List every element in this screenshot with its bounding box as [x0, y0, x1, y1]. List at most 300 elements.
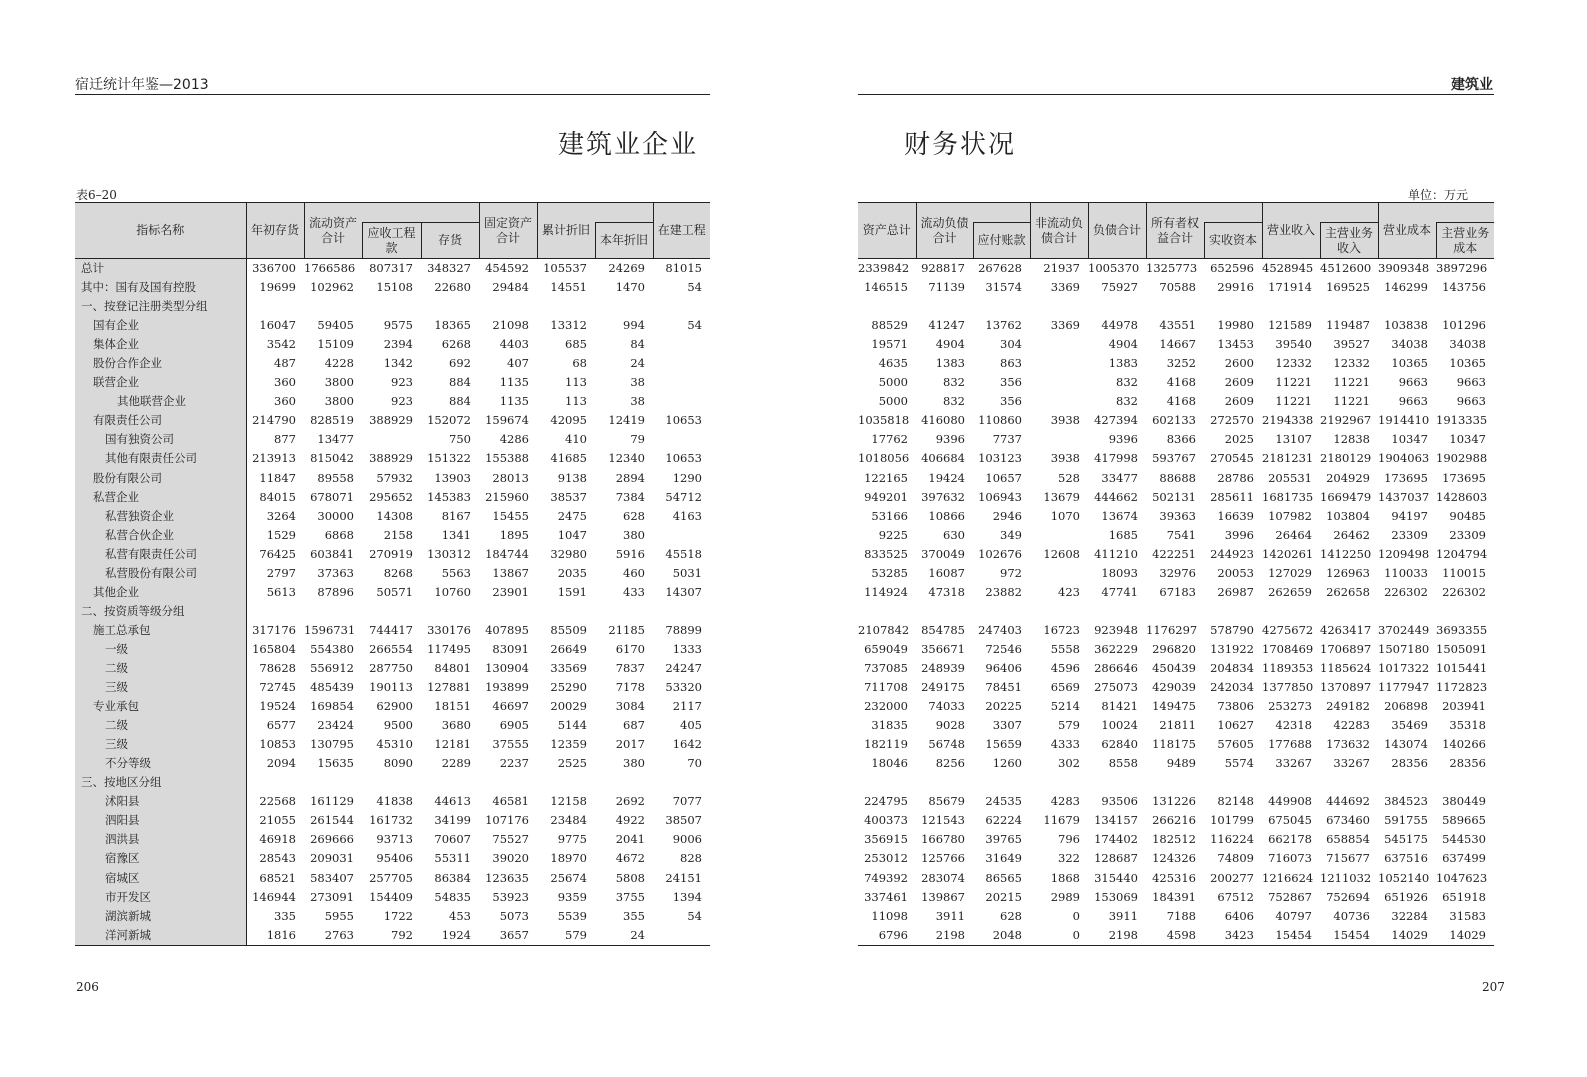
table-cell: 815042: [310, 451, 354, 466]
table-cell: 716073: [1268, 851, 1312, 866]
table-cell: [362, 297, 421, 316]
left-page: [0, 0, 790, 1077]
table-cell: 56748: [928, 737, 965, 752]
table-cell: 101296: [1442, 318, 1486, 333]
table-cell: 134157: [1094, 813, 1138, 828]
table-cell: 9028: [935, 718, 965, 733]
table-cell: 1642: [672, 737, 702, 752]
table-cell: 11679: [1043, 813, 1080, 828]
table-cell: 57932: [376, 470, 413, 485]
table-cell: 651926: [1384, 889, 1428, 904]
table-cell: 1708469: [1262, 641, 1314, 656]
table-cell: [304, 773, 362, 792]
table-cell: 113: [565, 375, 587, 390]
table-cell: 9396: [1108, 432, 1138, 447]
table-cell: 166780: [921, 832, 965, 847]
table-row: [75, 754, 710, 773]
table-cell: 130795: [310, 737, 354, 752]
table-cell: 9006: [672, 832, 702, 847]
table-cell: 82148: [1217, 794, 1254, 809]
table-cell: 7188: [1166, 908, 1196, 923]
table-cell: 10653: [665, 413, 702, 428]
table-cell: [1030, 392, 1088, 411]
table-cell: 90485: [1449, 508, 1486, 523]
header-indicator: 指标名称: [75, 203, 246, 259]
table-cell: 1507180: [1378, 641, 1430, 656]
table-cell: 296820: [1152, 641, 1196, 656]
table-cell: 31835: [871, 718, 908, 733]
table-cell: 11221: [1275, 394, 1312, 409]
table-cell: 84015: [259, 489, 296, 504]
row-label: 其他有限责任公司: [75, 449, 246, 468]
row-label: 其中：国有及国有控股: [75, 278, 246, 297]
table-row: [858, 602, 1494, 621]
table-cell: 454592: [485, 261, 529, 276]
table-cell: 7077: [672, 794, 702, 809]
table-cell: [1030, 354, 1088, 373]
header-payables: 应付账款: [973, 223, 1030, 259]
table-cell: 44613: [434, 794, 471, 809]
table-cell: 2198: [916, 926, 973, 946]
table-cell: 224795: [864, 794, 908, 809]
table-cell: 102676: [978, 546, 1022, 561]
table-cell: 3938: [1050, 413, 1080, 428]
table-cell: 423: [1058, 584, 1080, 599]
table-cell: 12158: [550, 794, 587, 809]
table-cell: 209031: [310, 851, 354, 866]
table-cell: 38537: [550, 489, 587, 504]
table-cell: 81421: [1101, 699, 1138, 714]
table-row: [75, 354, 710, 373]
table-cell: 9775: [557, 832, 587, 847]
header-paid-in-capital: 实收资本: [1204, 223, 1262, 259]
table-cell: 1437037: [1378, 489, 1430, 504]
header-rule: [858, 94, 1494, 95]
table-cell: 267628: [978, 261, 1022, 276]
table-cell: 126963: [1326, 565, 1370, 580]
data-table-left: [75, 202, 710, 946]
table-cell: 121589: [1268, 318, 1312, 333]
table-cell: 10024: [1101, 718, 1138, 733]
table-number: 表6–20: [76, 188, 117, 202]
table-cell: 6170: [615, 641, 645, 656]
table-cell: 193899: [485, 680, 529, 695]
table-row: [858, 297, 1494, 316]
table-row: [858, 507, 1494, 526]
table-cell: 86384: [434, 870, 471, 885]
table-cell: 1135: [499, 394, 529, 409]
table-cell: 24: [595, 926, 653, 946]
table-cell: 16047: [259, 318, 296, 333]
table-cell: 652596: [1210, 261, 1254, 276]
table-cell: 140266: [1442, 737, 1486, 752]
table-cell: 57605: [1217, 737, 1254, 752]
table-cell: 253012: [864, 851, 908, 866]
table-row: [858, 449, 1494, 468]
table-cell: 72546: [985, 641, 1022, 656]
table-cell: [1030, 373, 1088, 392]
table-cell: 10347: [1449, 432, 1486, 447]
table-cell: 356671: [921, 641, 965, 656]
table-cell: 23309: [1391, 527, 1428, 542]
table-cell: 182119: [864, 737, 908, 752]
table-cell: 11098: [871, 908, 908, 923]
table-row: [75, 278, 710, 297]
table-cell: 248939: [921, 661, 965, 675]
table-cell: 384523: [1384, 794, 1428, 809]
header-revenue: 营业收入: [1262, 203, 1320, 259]
table-cell: 94197: [1391, 508, 1428, 523]
table-cell: 13903: [434, 470, 471, 485]
table-cell: 744417: [369, 622, 413, 637]
row-label: 总计: [75, 259, 246, 279]
table-cell: 55311: [434, 851, 471, 866]
table-cell: 2035: [557, 565, 587, 580]
table-cell: [1262, 297, 1320, 316]
table-cell: 131922: [1210, 641, 1254, 656]
row-label: 一级: [75, 640, 246, 659]
table-cell: 28543: [259, 851, 296, 866]
table-cell: 44978: [1101, 318, 1138, 333]
table-cell: 74033: [928, 699, 965, 714]
table-cell: 26462: [1333, 527, 1370, 542]
row-label: 私营企业: [75, 488, 246, 507]
table-cell: 1204794: [1436, 546, 1488, 561]
table-cell: 47741: [1101, 584, 1138, 599]
table-cell: [479, 773, 537, 792]
table-cell: 330176: [427, 622, 471, 637]
table-row: [858, 754, 1494, 773]
table-cell: 2797: [266, 565, 296, 580]
table-cell: 304: [1000, 337, 1022, 352]
table-cell: 46918: [259, 832, 296, 847]
table-cell: 283074: [921, 870, 965, 885]
table-cell: 130904: [485, 661, 529, 675]
table-row: [858, 716, 1494, 735]
table-row: [75, 411, 710, 430]
table-cell: 295652: [369, 489, 413, 504]
table-cell: 21937: [1043, 261, 1080, 276]
row-label: 联营企业: [75, 373, 246, 392]
table-cell: 146944: [252, 889, 296, 904]
table-cell: 2017: [615, 737, 645, 752]
table-cell: 2989: [1050, 889, 1080, 904]
table-cell: 637516: [1384, 851, 1428, 866]
table-cell: 20053: [1217, 565, 1254, 580]
table-cell: [916, 602, 973, 621]
row-label: 二级: [75, 716, 246, 735]
table-cell: 46581: [492, 794, 529, 809]
table-cell: 130312: [427, 546, 471, 561]
table-row: [75, 697, 710, 716]
table-cell: 19980: [1217, 318, 1254, 333]
table-cell: 13477: [317, 432, 354, 447]
table-cell: [1088, 297, 1146, 316]
table-cell: 4904: [935, 337, 965, 352]
table-cell: 40736: [1333, 908, 1370, 923]
table-cell: 3693355: [1436, 622, 1488, 637]
table-cell: [537, 773, 595, 792]
table-cell: 2041: [615, 832, 645, 847]
table-cell: 41247: [928, 318, 965, 333]
table-cell: 450439: [1152, 661, 1196, 675]
table-cell: 14667: [1159, 337, 1196, 352]
table-cell: 2094: [266, 756, 296, 771]
table-row: [75, 392, 710, 411]
table-cell: 928817: [921, 261, 965, 276]
table-cell: 68521: [259, 870, 296, 885]
table-cell: 1470: [615, 280, 645, 295]
table-cell: 449908: [1268, 794, 1312, 809]
table-cell: 177688: [1268, 737, 1312, 752]
row-label: 泗洪县: [75, 830, 246, 849]
table-cell: 215960: [485, 489, 529, 504]
table-cell: 2289: [441, 756, 471, 771]
table-cell: [421, 602, 479, 621]
table-cell: 388929: [369, 451, 413, 466]
table-cell: 78451: [985, 680, 1022, 695]
table-cell: 14029: [1378, 926, 1436, 946]
table-cell: 262658: [1326, 584, 1370, 599]
table-cell: 5000: [878, 375, 908, 390]
table-cell: 422251: [1152, 546, 1196, 561]
table-cell: [1030, 602, 1088, 621]
table-cell: 75927: [1101, 280, 1138, 295]
table-cell: 1216624: [1262, 870, 1314, 885]
table-cell: [595, 602, 653, 621]
table-cell: 556912: [310, 661, 354, 675]
table-row: [75, 792, 710, 811]
table-cell: 7541: [1166, 527, 1196, 542]
table-cell: 16639: [1217, 508, 1254, 523]
table-cell: 2192967: [1320, 413, 1372, 428]
table-cell: 0: [1030, 926, 1088, 946]
table-cell: 174402: [1094, 832, 1138, 847]
table-cell: 110015: [1442, 565, 1486, 580]
table-cell: [653, 373, 710, 392]
table-cell: 1211032: [1320, 870, 1372, 885]
table-cell: 17762: [871, 432, 908, 447]
table-cell: 14307: [665, 584, 702, 599]
row-label: 国有企业: [75, 316, 246, 335]
table-cell: 15659: [985, 737, 1022, 752]
table-cell: [858, 297, 916, 316]
table-cell: [1146, 602, 1204, 621]
table-cell: 2894: [615, 470, 645, 485]
table-cell: 226302: [1384, 584, 1428, 599]
table-cell: 750: [449, 432, 471, 447]
table-cell: 322: [1058, 851, 1080, 866]
header-fixed-assets: 固定资产合计: [479, 203, 537, 259]
table-cell: 10653: [665, 451, 702, 466]
table-cell: 407895: [485, 622, 529, 637]
table-cell: 2198: [1088, 926, 1146, 946]
table-cell: 62224: [985, 813, 1022, 828]
table-cell: 417998: [1094, 451, 1138, 466]
row-label: 二级: [75, 659, 246, 678]
table-cell: 5558: [1050, 641, 1080, 656]
table-row: [858, 316, 1494, 335]
table-cell: [1262, 773, 1320, 792]
table-cell: 146515: [864, 280, 908, 295]
table-cell: 23901: [492, 584, 529, 599]
running-head: 建筑业: [1451, 77, 1493, 93]
row-label: 集体企业: [75, 335, 246, 354]
table-cell: 544530: [1442, 832, 1486, 847]
table-cell: 24151: [665, 870, 702, 885]
table-cell: 1047623: [1436, 870, 1488, 885]
unit-label: 单位：万元: [1408, 188, 1469, 202]
table-cell: 356: [1000, 394, 1022, 409]
table-cell: 752867: [1268, 889, 1312, 904]
table-cell: 628: [1000, 908, 1022, 923]
table-cell: 12340: [608, 451, 645, 466]
table-cell: 12359: [550, 737, 587, 752]
table-cell: 34038: [1391, 337, 1428, 352]
table-cell: 262659: [1268, 584, 1312, 599]
table-row: [858, 564, 1494, 583]
table-cell: [858, 602, 916, 621]
header-main-revenue: 主营业务收入: [1320, 223, 1378, 259]
table-cell: [1320, 602, 1378, 621]
table-cell: 67512: [1217, 889, 1254, 904]
table-cell: 349: [1000, 527, 1022, 542]
table-cell: 2763: [304, 926, 362, 946]
table-cell: 1370897: [1320, 680, 1372, 695]
table-cell: 2048: [973, 926, 1030, 946]
table-row: [75, 545, 710, 564]
table-cell: 5955: [324, 908, 354, 923]
table-cell: 22680: [434, 280, 471, 295]
table-cell: 5073: [499, 908, 529, 923]
table-cell: 3252: [1166, 356, 1196, 371]
table-cell: [1030, 430, 1088, 449]
table-cell: 923: [391, 394, 413, 409]
table-cell: 143074: [1384, 737, 1428, 752]
table-cell: [1030, 526, 1088, 545]
row-label: 一、按登记注册类型分组: [75, 297, 246, 316]
table-cell: [1146, 773, 1204, 792]
table-cell: 79: [630, 432, 645, 447]
header-noncurrent-liabilities: 非流动负债合计: [1030, 203, 1088, 259]
table-cell: 6577: [266, 718, 296, 733]
table-cell: 637499: [1442, 851, 1486, 866]
header-accum-depreciation: 累计折旧: [537, 203, 595, 259]
table-cell: [1436, 297, 1494, 316]
table-cell: 923: [391, 375, 413, 390]
table-cell: 24247: [665, 661, 702, 675]
table-cell: 2600: [1224, 356, 1254, 371]
row-label: 施工总承包: [75, 621, 246, 640]
table-cell: 832: [1116, 394, 1138, 409]
table-cell: 31574: [985, 280, 1022, 295]
table-cell: [1262, 602, 1320, 621]
table-cell: 125766: [921, 851, 965, 866]
table-cell: 10365: [1391, 356, 1428, 371]
table-cell: 184391: [1152, 889, 1196, 904]
table-cell: 453: [449, 908, 471, 923]
table-cell: [479, 602, 537, 621]
table-cell: 173632: [1326, 737, 1370, 752]
table-cell: 1428603: [1436, 489, 1488, 504]
table-cell: 20029: [550, 699, 587, 714]
header-blank-group3: [1320, 203, 1378, 223]
table-cell: 2237: [499, 756, 529, 771]
header-rule: [75, 94, 710, 95]
row-label: 沭阳县: [75, 792, 246, 811]
table-cell: 53285: [871, 565, 908, 580]
table-cell: 203941: [1442, 699, 1486, 714]
table-cell: 1914410: [1378, 413, 1430, 428]
table-cell: 715677: [1326, 851, 1370, 866]
table-cell: 737085: [864, 661, 908, 675]
table-cell: 1706897: [1320, 641, 1372, 656]
table-cell: [653, 526, 710, 545]
table-cell: 1035818: [858, 413, 910, 428]
row-label: 专业承包: [75, 697, 246, 716]
table-cell: 675045: [1268, 813, 1312, 828]
table-cell: 2181231: [1262, 451, 1314, 466]
table-row: [75, 678, 710, 697]
table-row: [858, 697, 1494, 716]
row-label: 其他企业: [75, 583, 246, 602]
table-cell: 149475: [1152, 699, 1196, 714]
table-cell: 8268: [383, 565, 413, 580]
table-cell: 1342: [383, 356, 413, 371]
data-table-right: [858, 202, 1494, 946]
table-cell: [595, 773, 653, 792]
table-cell: 15108: [376, 280, 413, 295]
table-cell: 54: [687, 280, 702, 295]
table-cell: 579: [1058, 718, 1080, 733]
table-cell: 9663: [1456, 394, 1486, 409]
table-row: [75, 316, 710, 335]
table-cell: 1529: [266, 527, 296, 542]
table-cell: 93713: [376, 832, 413, 847]
table-cell: 40797: [1275, 908, 1312, 923]
table-cell: 20215: [985, 889, 1022, 904]
table-cell: 3264: [266, 508, 296, 523]
table-cell: [537, 297, 595, 316]
table-cell: 146299: [1384, 280, 1428, 295]
table-cell: 21185: [608, 622, 645, 637]
table-row: [75, 430, 710, 449]
table-cell: 4283: [1050, 794, 1080, 809]
table-cell: 12332: [1333, 356, 1370, 371]
table-row: [75, 259, 710, 279]
table-cell: 651918: [1442, 889, 1486, 904]
table-cell: 1895: [499, 527, 529, 542]
table-row: [75, 888, 710, 907]
table-cell: 70607: [434, 832, 471, 847]
page-number: 206: [76, 980, 99, 994]
table-cell: 828: [680, 851, 702, 866]
table-cell: 2609: [1224, 394, 1254, 409]
table-row: [75, 640, 710, 659]
table-cell: 39540: [1275, 337, 1312, 352]
row-label: 市开发区: [75, 888, 246, 907]
table-cell: 1924: [421, 926, 479, 946]
table-cell: [916, 773, 973, 792]
table-cell: 9575: [383, 318, 413, 333]
table-cell: [1030, 335, 1088, 354]
table-cell: 6868: [324, 527, 354, 542]
table-cell: 42283: [1333, 718, 1370, 733]
table-cell: 169854: [310, 699, 354, 714]
table-cell: 76425: [259, 546, 296, 561]
table-cell: 4163: [672, 508, 702, 523]
table-cell: [595, 297, 653, 316]
